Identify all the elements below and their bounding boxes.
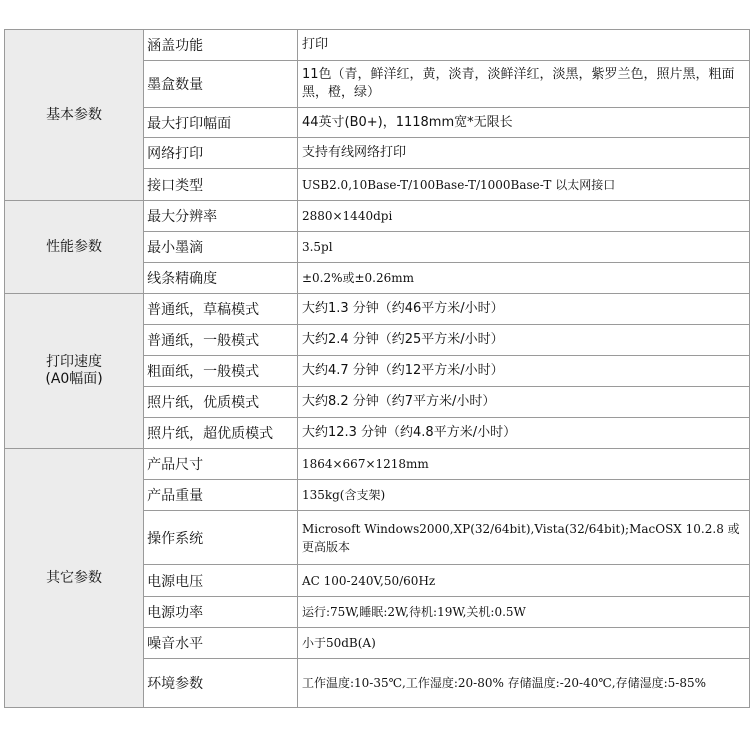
spec-label: 普通纸，草稿模式 <box>144 294 298 325</box>
table-row <box>5 449 750 480</box>
spec-table <box>4 29 750 708</box>
spec-value: AC 100-240V,50/60Hz <box>297 565 749 597</box>
spec-value: USB2.0,10Base-T/100Base-T/1000Base-T 以太网接口 <box>297 169 749 201</box>
spec-value: 大约4.7 分钟（约12平方米/小时） <box>297 356 749 387</box>
group-cell <box>5 294 144 449</box>
table-row <box>5 294 750 325</box>
spec-label: 电源功率 <box>144 597 298 628</box>
spec-value: 小于50dB(A) <box>297 628 749 659</box>
spec-value: 运行:75W,睡眠:2W,待机:19W,关机:0.5W <box>297 597 749 628</box>
spec-label: 环境参数 <box>144 659 298 708</box>
group-subname: (A0幅面) <box>45 371 103 387</box>
spec-value: 11色（青，鲜洋红，黄，淡青，淡鲜洋红，淡黑，紫罗兰色，照片黑，粗面黑，橙，绿） <box>297 61 749 108</box>
spec-label: 照片纸，超优质模式 <box>144 418 298 449</box>
spec-label: 涵盖功能 <box>144 30 298 61</box>
spec-label: 最大打印幅面 <box>144 108 298 138</box>
spec-value: 工作温度:10-35℃,工作湿度:20-80% 存储温度:-20-40℃,存储湿度:5-85% <box>297 659 749 708</box>
group-name: 其它参数 <box>46 569 103 586</box>
group-name: 性能参数 <box>46 238 103 255</box>
spec-label: 墨盒数量 <box>144 61 298 108</box>
spec-label: 操作系统 <box>144 511 298 565</box>
group-name: 打印速度 <box>46 354 103 370</box>
spec-label: 网络打印 <box>144 138 298 169</box>
spec-label: 产品重量 <box>144 480 298 511</box>
spec-value: 打印 <box>297 30 749 61</box>
spec-label: 照片纸，优质模式 <box>144 387 298 418</box>
spec-label: 产品尺寸 <box>144 449 298 480</box>
spec-value: 支持有线网络打印 <box>297 138 749 169</box>
spec-value: 大约8.2 分钟（约7平方米/小时） <box>297 387 749 418</box>
spec-value: 135kg(含支架) <box>297 480 749 511</box>
spec-label: 最小墨滴 <box>144 232 298 263</box>
table-row <box>5 30 750 61</box>
table-row <box>5 201 750 232</box>
group-cell <box>5 449 144 708</box>
spec-value: 1864×667×1218mm <box>297 449 749 480</box>
spec-value: 大约12.3 分钟（约4.8平方米/小时） <box>297 418 749 449</box>
spec-table-body <box>5 30 750 708</box>
group-name: 基本参数 <box>46 106 103 123</box>
spec-label: 最大分辨率 <box>144 201 298 232</box>
spec-label: 粗面纸，一般模式 <box>144 356 298 387</box>
spec-label: 接口类型 <box>144 169 298 201</box>
spec-label: 噪音水平 <box>144 628 298 659</box>
spec-value: Microsoft Windows2000,XP(32/64bit),Vista(32/64bit);MacOSX 10.2.8 或更高版本 <box>297 511 749 565</box>
spec-label: 普通纸，一般模式 <box>144 325 298 356</box>
spec-value: 3.5pl <box>297 232 749 263</box>
spec-label: 线条精确度 <box>144 263 298 294</box>
group-cell <box>5 201 144 294</box>
spec-label: 电源电压 <box>144 565 298 597</box>
group-cell <box>5 30 144 201</box>
spec-value: ±0.2%或±0.26mm <box>297 263 749 294</box>
spec-value: 2880×1440dpi <box>297 201 749 232</box>
spec-value: 大约1.3 分钟（约46平方米/小时） <box>297 294 749 325</box>
spec-value: 大约2.4 分钟（约25平方米/小时） <box>297 325 749 356</box>
spec-value: 44英寸(B0+)，1118mm宽*无限长 <box>297 108 749 138</box>
